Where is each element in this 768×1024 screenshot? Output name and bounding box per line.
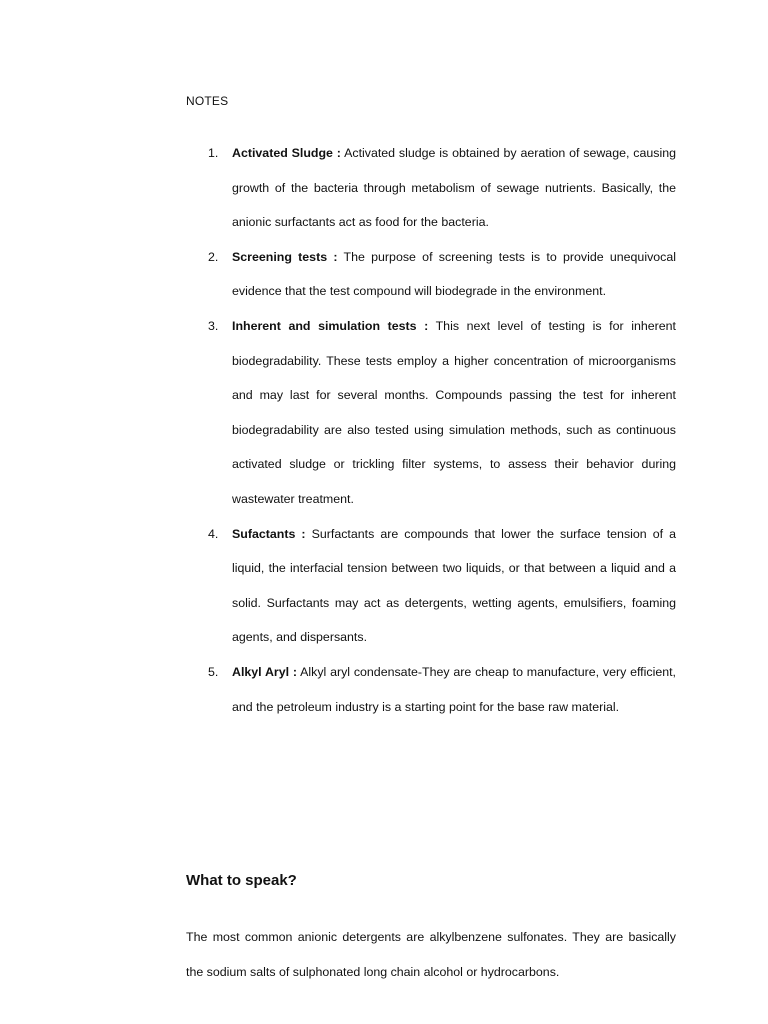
note-item-4 xyxy=(186,517,676,655)
note-number: 4. xyxy=(208,526,219,541)
note-item-1 xyxy=(186,136,676,240)
section-heading: What to speak? xyxy=(186,872,297,889)
note-text: Activated sludge is obtained by aeration of sewage, causing growth of the bacteria through metabolism of sewage nutrients. Basically, the anionic surfactants act as food for the bacteria. xyxy=(232,146,676,230)
note-number: 2. xyxy=(208,249,219,264)
note-number: 1. xyxy=(208,146,219,160)
note-item-3 xyxy=(186,309,676,517)
note-item-5 xyxy=(186,655,676,724)
note-term: Screening tests : xyxy=(232,249,338,264)
note-number: 3. xyxy=(208,318,219,333)
note-term: Inherent and simulation tests : xyxy=(232,318,429,333)
notes-list xyxy=(186,136,676,724)
notes-heading: NOTES xyxy=(186,94,229,108)
note-term: Sufactants : xyxy=(232,526,306,541)
section-paragraph: The most common anionic detergents are alkylbenzene sulfonates. They are basically the sodium salts of sulphonated long chain alcohol or hydrocarbons. xyxy=(186,930,676,979)
note-text: The purpose of screening tests is to provide unequivocal evidence that the test compound will biodegrade in the environment. xyxy=(232,249,677,299)
note-number: 5. xyxy=(208,664,219,679)
note-text: Surfactants are compounds that lower the surface tension of a liquid, the interfacial tension between two liquids, or that between a liquid and a solid. Surfactants may act as detergents, wetting agents, emulsifiers, foaming agents, and dispersants. xyxy=(232,526,677,645)
note-text: Alkyl aryl condensate-They are cheap to manufacture, very efficient, and the petroleum industry is a starting point for the base raw material. xyxy=(232,664,676,714)
note-text: This next level of testing is for inherent biodegradability. These tests employ a higher concentration of microorganisms and may last for several months. Compounds passing the test for inherent biodegradability are also tested using simulation methods, such as continuous activated sludge or trickling filter systems, to assess their behavior during wastewater treatment. xyxy=(232,318,676,506)
note-term: Activated Sludge : xyxy=(232,146,341,160)
note-term: Alkyl Aryl : xyxy=(232,664,297,679)
note-item-2 xyxy=(186,240,676,309)
